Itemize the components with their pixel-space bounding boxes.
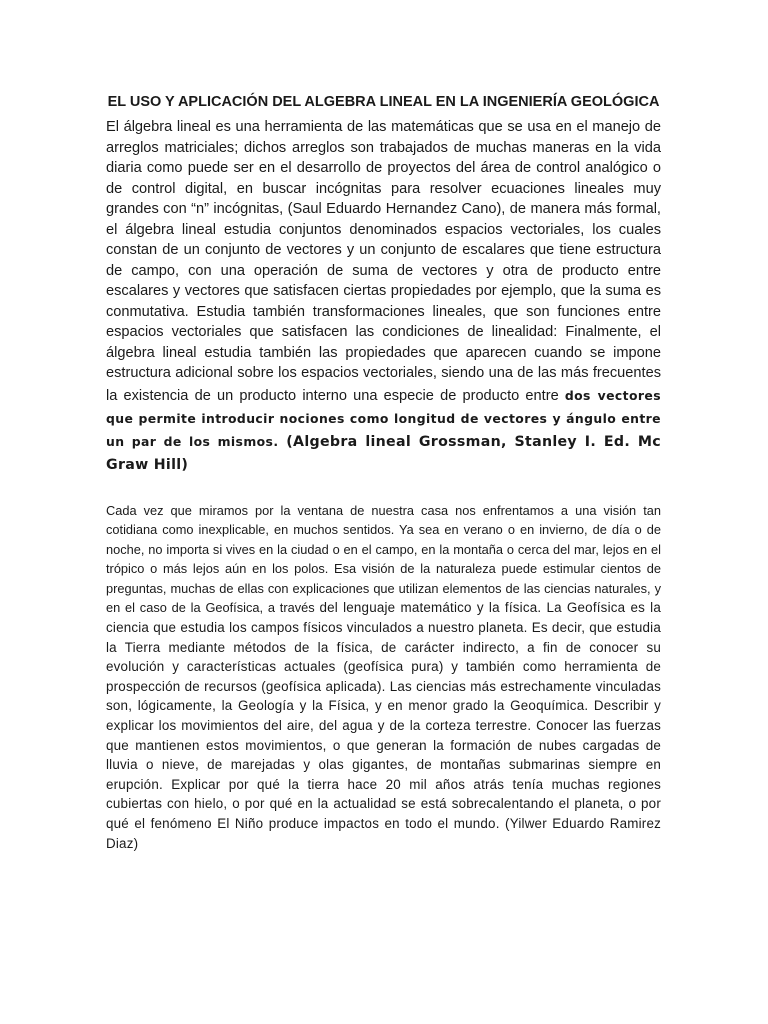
paragraph-1-citation: (Algebra lineal Grossman, Stanley I. Ed. Mc Graw Hill) [106, 433, 661, 473]
paragraph-2-body: del lenguaje matemático y la física. La Geofísica es la ciencia que estudia los campos físicos vinculados a nuestro planeta. Es decir, que estudia la Tierra mediante métodos de la física, de carácter indirecto, a fin de conocer su evolución y características actuales (geofísica pura) y también como herramienta de prospección de recursos (geofísica aplicada). Las ciencias más estrechamente vinculadas son, lógicamente, la Geología y la Física, y en menor grado la Geoquímica. Describir y explicar los movimientos del aire, del agua y de la corteza terrestre. Conocer las fuerzas que mantienen estos movimientos, o que generan la formación de nubes cargadas de lluvia o nieve, de marejadas y olas gigantes, de montañas submarinas siempre en erupción. Explicar por qué la tierra hace 20 mil años atrás tenía muchas regiones cubiertas con hielo, o por qué en la actualidad se está sobrecalentando el planeta, o por qué el fenómeno El Niño produce impactos en todo el mundo. (Yilwer Eduardo Ramirez Diaz) [106, 600, 661, 851]
document-title: EL USO Y APLICACIÓN DEL ALGEBRA LINEAL EN LA INGENIERÍA GEOLÓGICA [107, 94, 660, 110]
paragraph-1-bold-text: dos vectores que permite introducir nociones como longitud de vectores y ángulo entre un par de los mismos. [106, 387, 661, 449]
paragraph-2-intro: Cada vez que miramos por la ventana de nuestra casa nos enfrentamos a una visión tan cotidiana como inexplicable, en muchos sentidos. Ya sea en verano o en invierno, de día o de noche, no importa si vives en la ciudad o en el campo, en la montaña o cerca del mar, lejos en el trópico o más lejos aún en los polos. Esa visión de la naturaleza puede estimular cientos de preguntas, muchas de ellas con explicaciones que utilizan elementos de las ciencias naturales, y en el caso de la Geofísica, a través [106, 502, 661, 616]
document-page [106, 92, 661, 853]
paragraph-geofisica [106, 501, 661, 854]
paragraph-algebra-lineal [106, 117, 661, 477]
paragraph-1-text: El álgebra lineal es una herramienta de las matemáticas que se usa en el manejo de arreglos matriciales; dichos arreglos son trabajados de muchas maneras en la vida diaria como puede ser en el desarrollo de proyectos del área de control analógico o de control digital, en buscar incógnitas para resolver ecuaciones lineales muy grandes con “n” incógnitas, (Saul Eduardo Hernandez Cano), de manera más formal, el álgebra lineal estudia conjuntos denominados espacios vectoriales, los cuales constan de un conjunto de vectores y un conjunto de escalares que tiene estructura de campo, con una operación de suma de vectores y otra de producto entre escalares y vectores que satisfacen ciertas propiedades por ejemplo, que la suma es conmutativa. Estudia también transformaciones lineales, que son funciones entre espacios vectoriales que satisfacen las condiciones de linealidad: Finalmente, el álgebra lineal estudia también las propiedades que aparecen cuando se impone estructura adicional sobre los espacios vectoriales, siendo una de las más frecuentes la existencia de un producto interno una especie de producto entre [106, 119, 661, 404]
